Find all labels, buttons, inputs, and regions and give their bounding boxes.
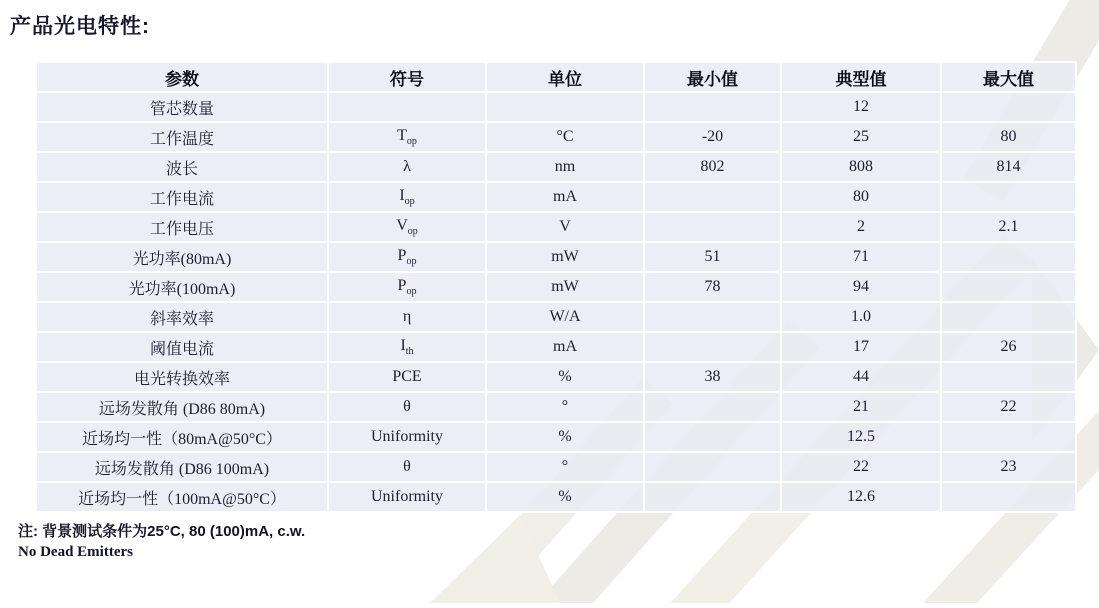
typ-cell: 71	[781, 242, 941, 272]
symbol-cell: Uniformity	[328, 422, 486, 452]
header-cell-unit: 单位	[486, 62, 644, 92]
table-row	[36, 452, 1076, 482]
unit-cell: mW	[486, 242, 644, 272]
unit-cell	[486, 92, 644, 122]
param-cell: 斜率效率	[36, 302, 328, 332]
min-cell	[644, 482, 781, 512]
typ-cell: 80	[781, 182, 941, 212]
unit-cell: nm	[486, 152, 644, 182]
param-cell: 近场均一性（100mA@50°C）	[36, 482, 328, 512]
unit-cell: °	[486, 392, 644, 422]
min-cell	[644, 212, 781, 242]
typ-cell: 12	[781, 92, 941, 122]
table-row	[36, 272, 1076, 302]
param-cell: 工作电流	[36, 182, 328, 212]
typ-cell: 21	[781, 392, 941, 422]
header-cell-typ: 典型值	[781, 62, 941, 92]
min-cell	[644, 332, 781, 362]
table-row	[36, 182, 1076, 212]
unit-cell: mA	[486, 182, 644, 212]
max-cell	[941, 422, 1076, 452]
min-cell: 38	[644, 362, 781, 392]
symbol-cell: θ	[328, 392, 486, 422]
characteristics-table-body	[36, 92, 1076, 512]
unit-cell: mW	[486, 272, 644, 302]
max-cell	[941, 362, 1076, 392]
min-cell: 78	[644, 272, 781, 302]
max-cell	[941, 92, 1076, 122]
param-cell: 远场发散角 (D86 80mA)	[36, 392, 328, 422]
symbol-cell: θ	[328, 452, 486, 482]
min-cell	[644, 392, 781, 422]
symbol-cell: λ	[328, 152, 486, 182]
max-cell	[941, 182, 1076, 212]
max-cell	[941, 272, 1076, 302]
table-row	[36, 422, 1076, 452]
typ-cell: 25	[781, 122, 941, 152]
symbol-cell: $T_{op}$	[328, 122, 486, 152]
header-cell-min: 最小值	[644, 62, 781, 92]
min-cell	[644, 302, 781, 332]
typ-cell: 808	[781, 152, 941, 182]
table-header-row	[36, 62, 1076, 92]
unit-cell: W/A	[486, 302, 644, 332]
unit-cell: °C	[486, 122, 644, 152]
symbol-cell: $I_{th}$	[328, 332, 486, 362]
symbol-cell: $V_{op}$	[328, 212, 486, 242]
param-cell: 近场均一性（80mA@50°C）	[36, 422, 328, 452]
param-cell: 工作电压	[36, 212, 328, 242]
min-cell: -20	[644, 122, 781, 152]
symbol-cell: $P_{op}$	[328, 242, 486, 272]
max-cell: 814	[941, 152, 1076, 182]
symbol-cell: PCE	[328, 362, 486, 392]
header-cell-max: 最大值	[941, 62, 1076, 92]
param-cell: 电光转换效率	[36, 362, 328, 392]
table-row	[36, 302, 1076, 332]
symbol-cell: $P_{op}$	[328, 272, 486, 302]
max-cell: 23	[941, 452, 1076, 482]
min-cell	[644, 452, 781, 482]
param-cell: 远场发散角 (D86 100mA)	[36, 452, 328, 482]
max-cell	[941, 302, 1076, 332]
param-cell: 管芯数量	[36, 92, 328, 122]
param-cell: 波长	[36, 152, 328, 182]
note-line-2: No Dead Emitters	[18, 544, 133, 560]
table-row	[36, 212, 1076, 242]
max-cell: 80	[941, 122, 1076, 152]
param-cell: 光功率(80mA)	[36, 242, 328, 272]
typ-cell: 17	[781, 332, 941, 362]
header-cell-symbol: 符号	[328, 62, 486, 92]
param-cell: 阈值电流	[36, 332, 328, 362]
max-cell	[941, 242, 1076, 272]
table-row	[36, 362, 1076, 392]
min-cell	[644, 92, 781, 122]
table-notes	[18, 521, 1099, 562]
table-row	[36, 242, 1076, 272]
min-cell	[644, 182, 781, 212]
unit-cell: V	[486, 212, 644, 242]
min-cell: 802	[644, 152, 781, 182]
symbol-cell: $I_{op}$	[328, 182, 486, 212]
param-cell: 光功率(100mA)	[36, 272, 328, 302]
max-cell: 2.1	[941, 212, 1076, 242]
symbol-cell: Uniformity	[328, 482, 486, 512]
min-cell: 51	[644, 242, 781, 272]
unit-cell: %	[486, 362, 644, 392]
table-row	[36, 482, 1076, 512]
header-cell-param: 参数	[36, 62, 328, 92]
max-cell: 26	[941, 332, 1076, 362]
typ-cell: 2	[781, 212, 941, 242]
max-cell	[941, 482, 1076, 512]
note-line-1: 注: 背景测试条件为25°C, 80 (100)mA, c.w.	[18, 523, 306, 540]
table-row	[36, 392, 1076, 422]
table-row	[36, 152, 1076, 182]
table-row	[36, 92, 1076, 122]
page-title: 产品光电特性:	[10, 15, 150, 38]
typ-cell: 94	[781, 272, 941, 302]
table-row	[36, 122, 1076, 152]
param-cell: 工作温度	[36, 122, 328, 152]
symbol-cell	[328, 92, 486, 122]
unit-cell: °	[486, 452, 644, 482]
typ-cell: 12.5	[781, 422, 941, 452]
unit-cell: mA	[486, 332, 644, 362]
typ-cell: 22	[781, 452, 941, 482]
typ-cell: 44	[781, 362, 941, 392]
unit-cell: %	[486, 422, 644, 452]
symbol-cell: η	[328, 302, 486, 332]
min-cell	[644, 422, 781, 452]
max-cell: 22	[941, 392, 1076, 422]
table-row	[36, 332, 1076, 362]
characteristics-table	[35, 61, 1077, 513]
unit-cell: %	[486, 482, 644, 512]
typ-cell: 1.0	[781, 302, 941, 332]
typ-cell: 12.6	[781, 482, 941, 512]
